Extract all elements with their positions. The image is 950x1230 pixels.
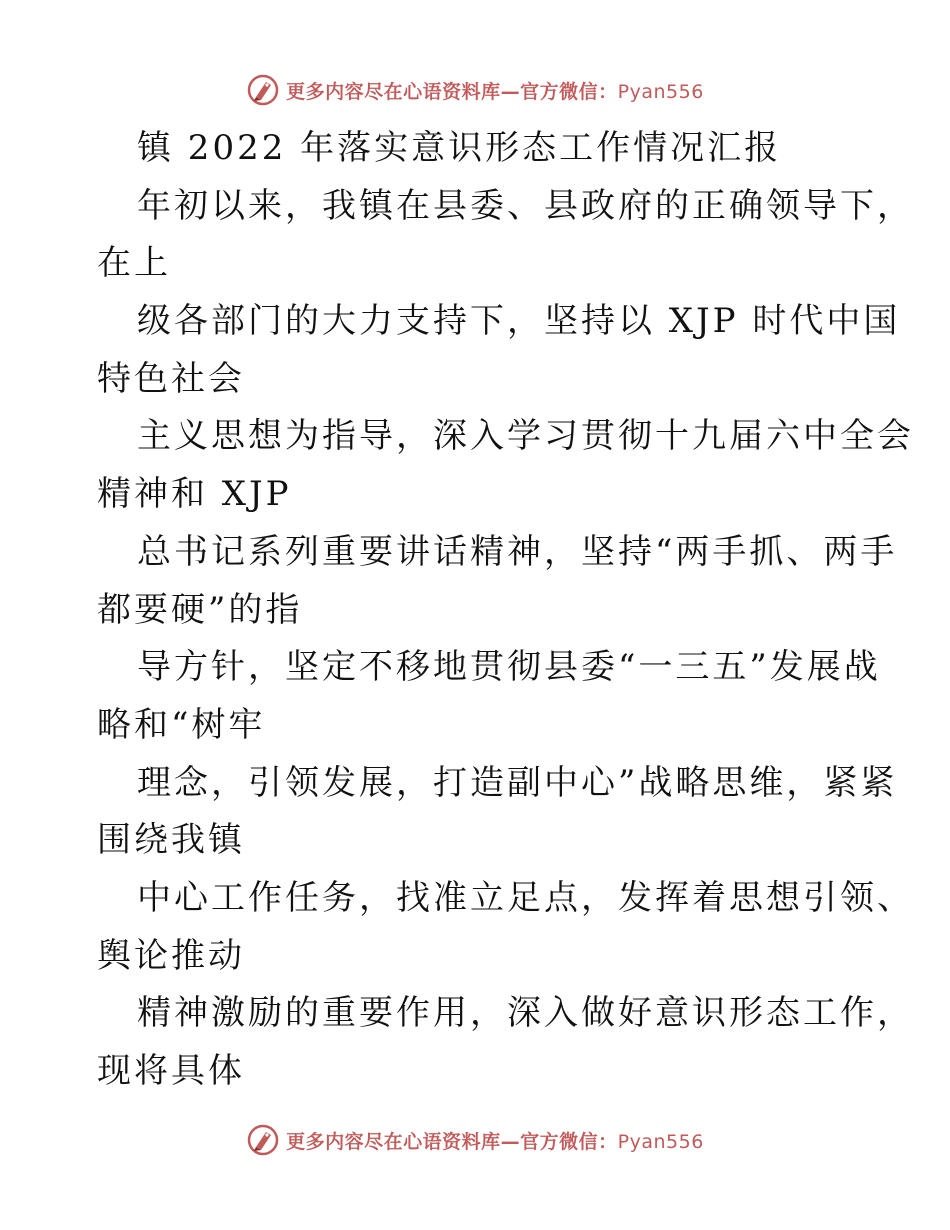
text-line: 舆论推动 [97,935,245,976]
footer-watermark [0,1120,950,1160]
text-line: 中心工作任务，找准立足点，发挥着思想引领、 [137,877,914,918]
text-line: 都要硬”的指 [97,589,303,630]
text-line: 在上 [97,243,171,284]
document-body [97,120,914,1101]
text-line: 理念，引领发展，打造副中心”战略思维，紧紧 [137,762,898,803]
pen-nib-logo-icon [246,1123,280,1157]
watermark-text [286,77,704,104]
watermark-label: 更多内容尽在心语资料库—官方微信： [286,1130,618,1153]
text-line: 精神激励的重要作用，深入做好意识形态工作， [137,993,914,1034]
text-line: 精神和 XJP [97,474,292,515]
text-line: 级各部门的大力支持下，坚持以 XJP 时代中国 [137,301,901,342]
text-line: 现将具体 [97,1051,245,1091]
watermark-label: 更多内容尽在心语资料库—官方微信： [286,80,618,103]
document-title: 镇 2022 年落实意识形态工作情况汇报 [137,128,782,168]
watermark-text [286,1127,704,1154]
text-line: 年初以来，我镇在县委、县政府的正确领导下， [137,185,914,226]
text-line: 特色社会 [97,358,245,399]
text-line: 围绕我镇 [97,820,245,861]
watermark-id: Pyan556 [617,1130,704,1153]
text-line: 略和“树牢 [97,704,266,745]
pen-nib-logo-icon [246,73,280,107]
header-watermark [0,70,950,110]
text-line: 总书记系列重要讲话精神，坚持“两手抓、两手 [137,531,898,572]
text-line: 主义思想为指导，深入学习贯彻十九届六中全会 [137,416,914,457]
text-line: 导方针，坚定不移地贯彻县委“一三五”发展战 [137,647,881,688]
watermark-id: Pyan556 [617,80,704,103]
